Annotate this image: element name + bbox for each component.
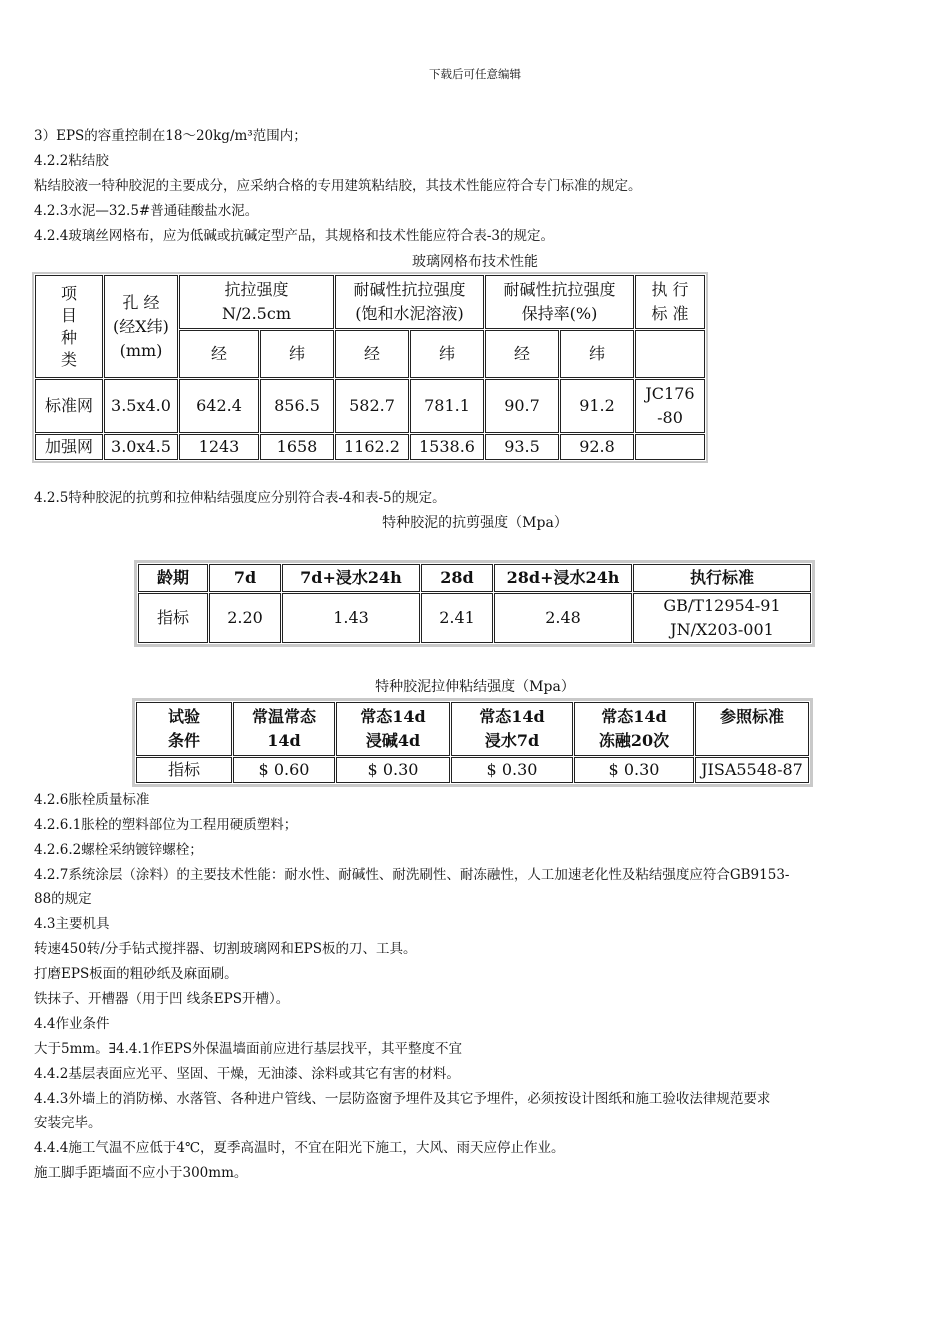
row-standard: JISA5548-87 <box>695 757 809 783</box>
para-p5: 4.2.4玻璃丝网格布，应为低碱或抗碱定型产品，其规格和技术性能应符合表-3的规定。 <box>34 228 554 244</box>
para-p10: 4.2.7系统涂层（涂料）的主要技术性能：耐水性、耐碱性、耐洗刷性、耐冻融性，人工加速老化性及粘结强度应符合GB9153- <box>34 867 790 883</box>
header-cell: 常态14d 浸水7d <box>451 702 573 756</box>
para-p6: 4.2.5特种胶泥的抗剪和拉伸粘结强度应分别符合表-4和表-5的规定。 <box>34 490 446 506</box>
header-cell: 7d+浸水24h <box>282 564 420 592</box>
para-p9: 4.2.6.2螺栓采纳镀锌螺栓； <box>34 842 203 858</box>
header-standard: 执 行 标 准 <box>635 275 705 329</box>
cell: 1658 <box>260 434 334 460</box>
para-p14: 打磨EPS板面的粗砂纸及麻面刷。 <box>34 966 238 982</box>
cell: 1243 <box>179 434 259 460</box>
para-p13: 转速450转/分手钻式搅拌器、切割玻璃网和EPS板的刀、工具。 <box>34 941 417 957</box>
header-cell: 常态14d 浸碱4d <box>336 702 450 756</box>
cell: $ 0.30 <box>451 757 573 783</box>
cell: 781.1 <box>410 379 484 433</box>
cell: 2.41 <box>421 593 493 643</box>
mesh-spec-table <box>32 272 708 463</box>
warp-label: 经 <box>335 330 409 378</box>
para-p16: 4.4作业条件 <box>34 1016 110 1032</box>
para-p2: 4.2.2粘结胶 <box>34 153 109 169</box>
row-name: 标准网 <box>35 379 103 433</box>
page-header: 下载后可任意编辑 <box>429 67 521 81</box>
cell: 93.5 <box>485 434 559 460</box>
empty-cell <box>635 330 705 378</box>
cell: $ 0.30 <box>574 757 694 783</box>
cell: 2.48 <box>494 593 632 643</box>
table2-caption: 特种胶泥的抗剪强度（Mpa） <box>382 515 568 531</box>
para-p19: 4.4.3外墙上的消防梯、水落管、各种进户管线、一层防盗窗予埋件及其它予埋件，必须按设计图纸和施工验收法律规范要求 <box>34 1091 771 1107</box>
para-p11: 88的规定 <box>34 891 92 907</box>
header-cell: 7d <box>209 564 281 592</box>
header-cell: 执行标准 <box>633 564 811 592</box>
table-row <box>35 434 705 460</box>
cell: 1538.6 <box>410 434 484 460</box>
para-p4: 4.2.3水泥—32.5#普通硅酸盐水泥。 <box>34 203 259 219</box>
weft-label: 纬 <box>260 330 334 378</box>
table1-caption: 玻璃网格布技术性能 <box>412 254 538 270</box>
weft-label: 纬 <box>410 330 484 378</box>
warp-label: 经 <box>485 330 559 378</box>
header-cell: 试验 条件 <box>136 702 232 756</box>
cell: 582.7 <box>335 379 409 433</box>
header-cell: 28d <box>421 564 493 592</box>
weft-label: 纬 <box>560 330 634 378</box>
header-alkali: 耐碱性抗拉强度 (饱和水泥溶液) <box>335 275 484 329</box>
header-cell: 常温常态 14d <box>233 702 335 756</box>
row-standard <box>635 434 705 460</box>
para-p7: 4.2.6胀栓质量标准 <box>34 792 150 808</box>
row-label: 指标 <box>138 593 208 643</box>
header-cell: 龄期 <box>138 564 208 592</box>
para-p20: 安装完毕。 <box>34 1115 102 1131</box>
table-row <box>136 757 809 783</box>
para-p18: 4.4.2基层表面应光平、坚固、干燥，无油漆、涂料或其它有害的材料。 <box>34 1066 460 1082</box>
para-p3: 粘结胶液一特种胶泥的主要成分，应采纳合格的专用建筑粘结胶，其技术性能应符合专门标准的规定。 <box>34 178 642 194</box>
cell: 91.2 <box>560 379 634 433</box>
para-p12: 4.3主要机具 <box>34 916 110 932</box>
cell: 856.5 <box>260 379 334 433</box>
header-retention: 耐碱性抗拉强度 保持率(%) <box>485 275 634 329</box>
row-standard: GB/T12954-91 JN/X203-001 <box>633 593 811 643</box>
cell: $ 0.60 <box>233 757 335 783</box>
warp-label: 经 <box>179 330 259 378</box>
row-standard: JC176 -80 <box>635 379 705 433</box>
row-label: 指标 <box>136 757 232 783</box>
header-cell: 常态14d 冻融20次 <box>574 702 694 756</box>
cell: 1.43 <box>282 593 420 643</box>
header-item: 项 目 种 类 <box>35 275 103 378</box>
cell: 1162.2 <box>335 434 409 460</box>
para-p22: 施工脚手距墙面不应小于300mm。 <box>34 1165 248 1181</box>
cell: 92.8 <box>560 434 634 460</box>
cell: 642.4 <box>179 379 259 433</box>
para-p1: 3）EPS的容重控制在18～20kg/m³范围内； <box>34 128 307 144</box>
cell: 90.7 <box>485 379 559 433</box>
para-p21: 4.4.4施工气温不应低于4℃，夏季高温时，不宜在阳光下施工，大风、雨天应停止作业。 <box>34 1140 565 1156</box>
tensile-bond-table <box>132 698 813 787</box>
table-row <box>138 593 811 643</box>
header-hole: 孔 经 (经X纬) (mm) <box>104 275 178 378</box>
para-p8: 4.2.6.1胀栓的塑料部位为工程用硬质塑料； <box>34 817 298 833</box>
shear-strength-table <box>134 560 815 647</box>
row-hole: 3.5x4.0 <box>104 379 178 433</box>
cell: 2.20 <box>209 593 281 643</box>
header-tensile: 抗拉强度 N/2.5cm <box>179 275 334 329</box>
para-p15: 铁抹子、开槽器（用于凹 线条EPS开槽）。 <box>34 991 290 1007</box>
para-p17: 大于5mm。∃4.4.1作EPS外保温墙面前应进行基层找平，其平整度不宜 <box>34 1041 463 1057</box>
row-hole: 3.0x4.5 <box>104 434 178 460</box>
header-cell: 28d+浸水24h <box>494 564 632 592</box>
cell: $ 0.30 <box>336 757 450 783</box>
header-cell: 参照标准 <box>695 702 809 756</box>
row-name: 加强网 <box>35 434 103 460</box>
table3-caption: 特种胶泥拉伸粘结强度（Mpa） <box>375 679 575 695</box>
table-row <box>35 379 705 433</box>
